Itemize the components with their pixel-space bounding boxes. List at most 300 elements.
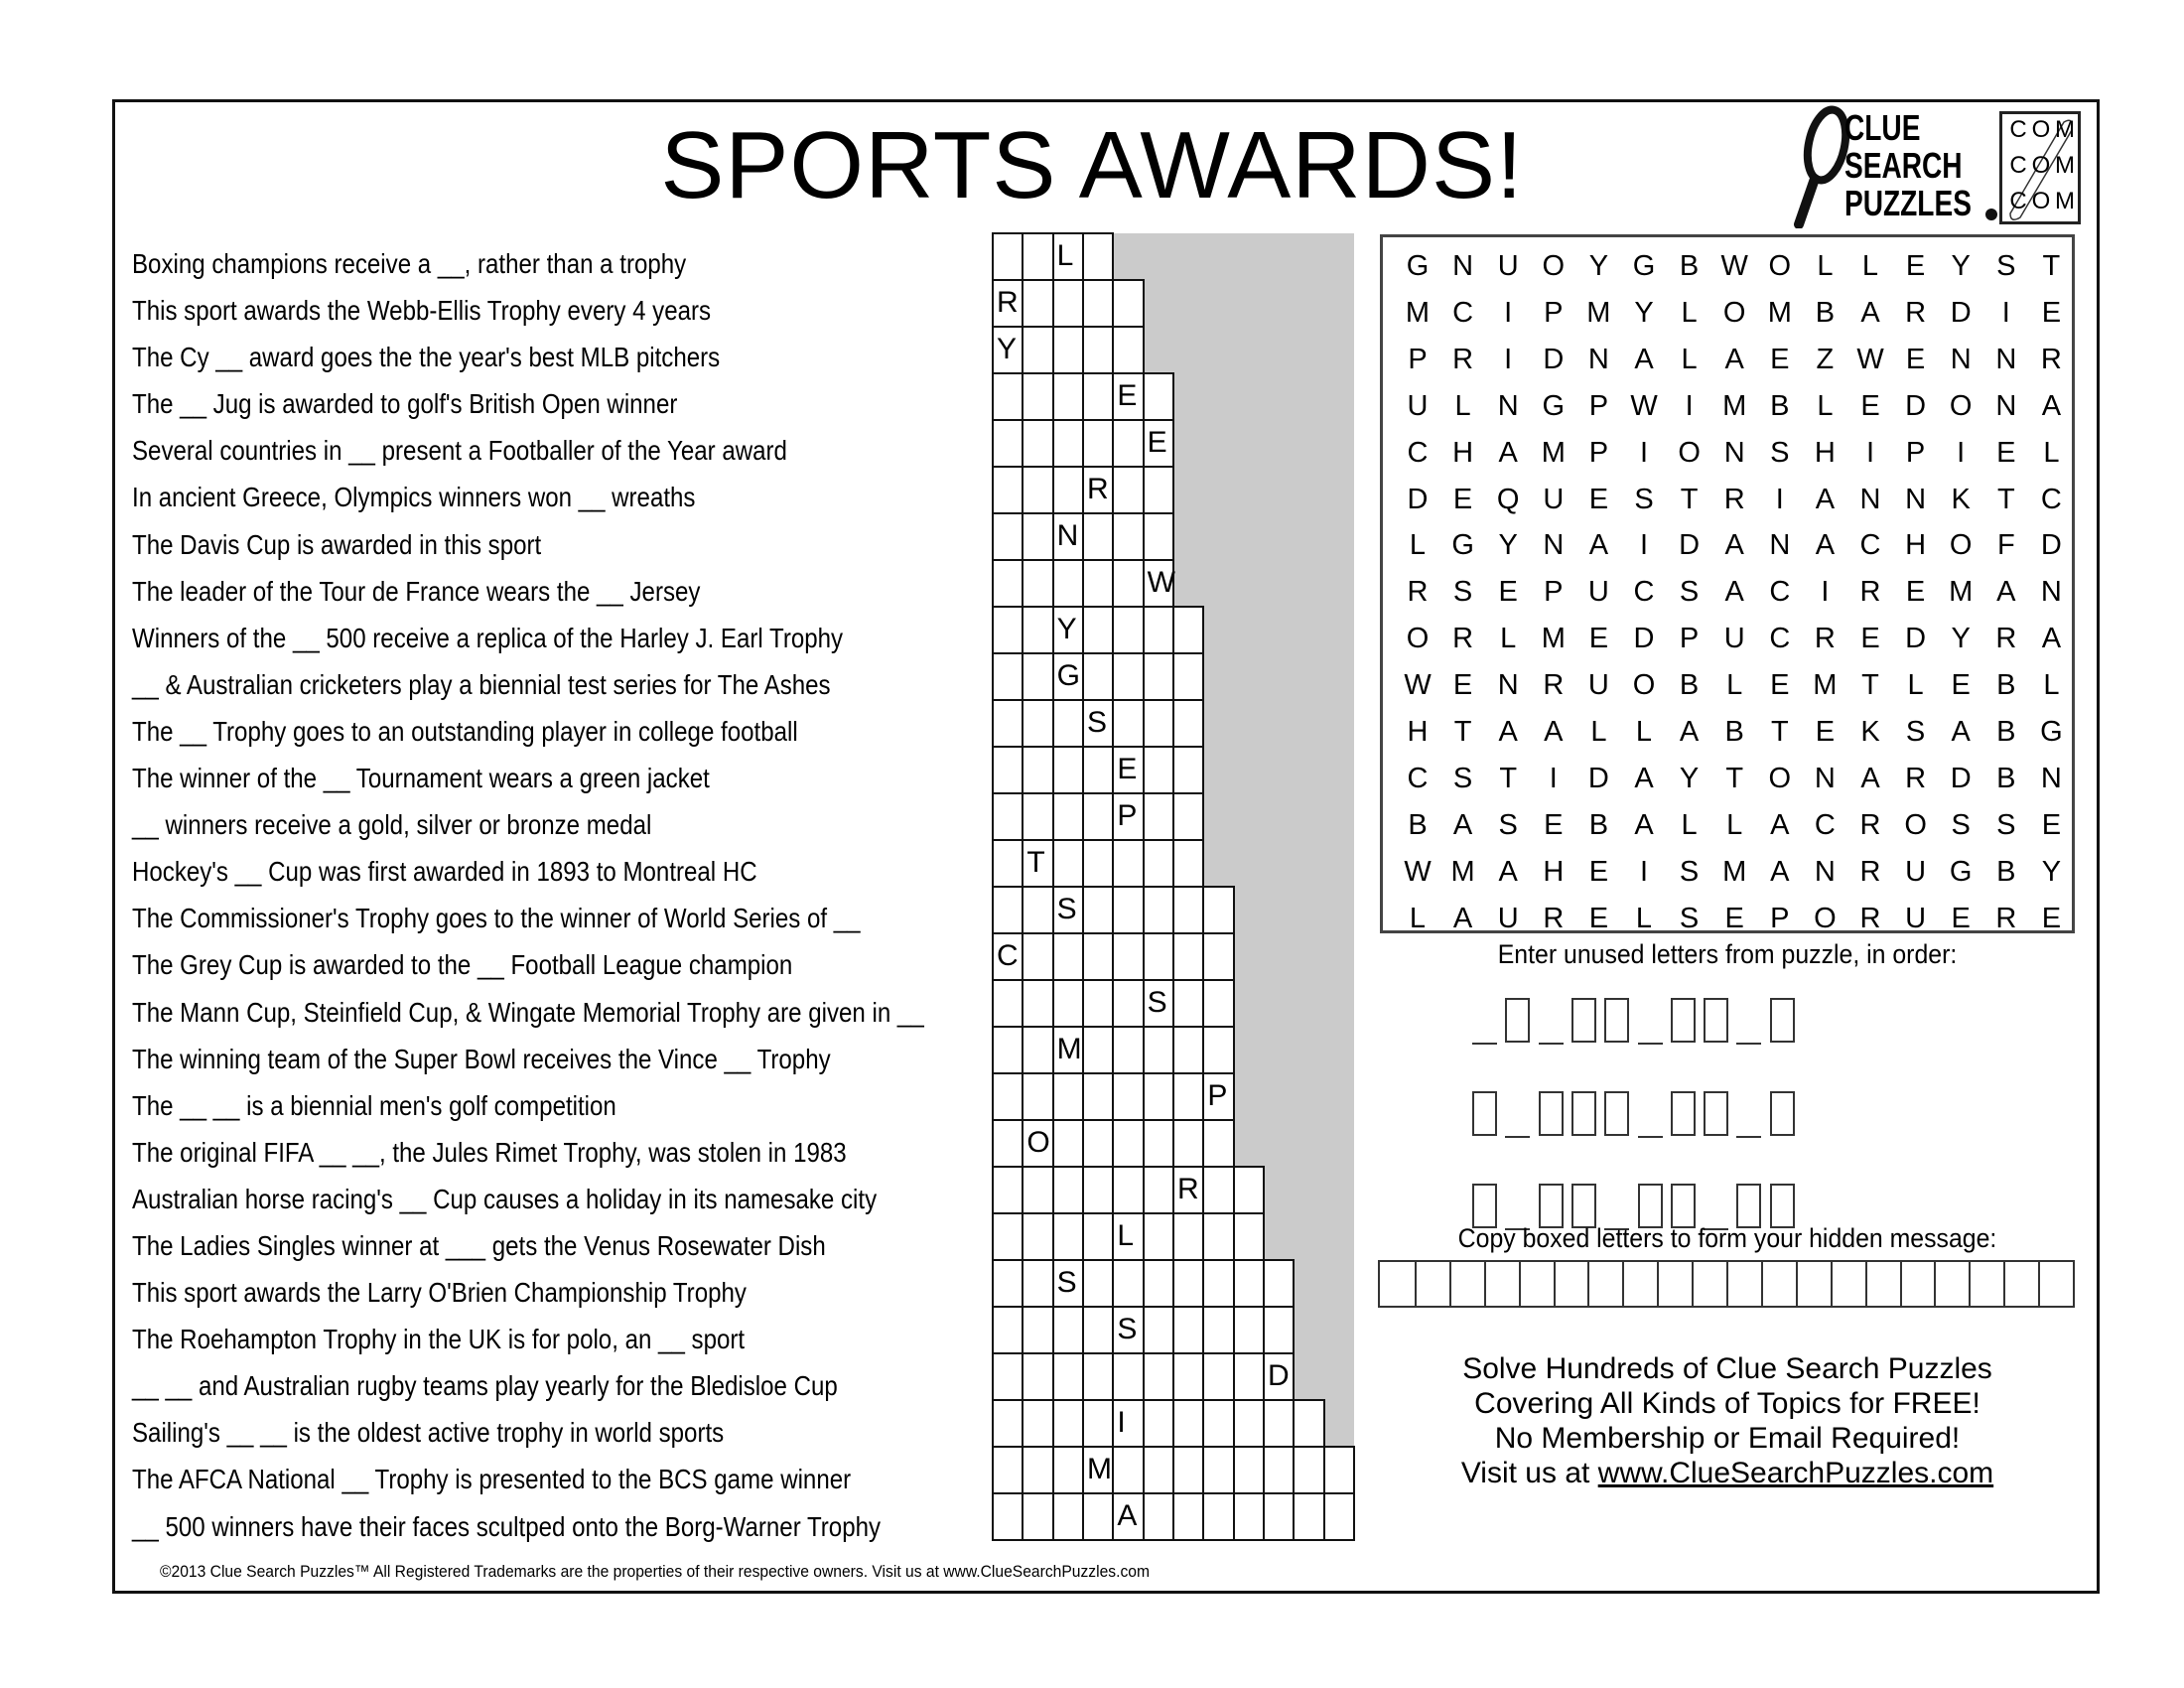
word-search-letter[interactable]: B	[1996, 762, 2016, 794]
answer-cell[interactable]	[1112, 326, 1144, 374]
answer-cell[interactable]	[1022, 1492, 1053, 1541]
answer-cell[interactable]: R	[1172, 1166, 1204, 1214]
word-search-letter[interactable]: E	[1452, 483, 1473, 515]
word-search-letter[interactable]: I	[2001, 296, 2010, 329]
word-search-letter[interactable]: D	[1587, 762, 1609, 794]
word-search-letter[interactable]: S	[1996, 808, 2016, 841]
word-search-letter[interactable]: O	[1632, 669, 1656, 702]
word-search-letter[interactable]: N	[2040, 762, 2062, 794]
boxed-letter-slot[interactable]	[1571, 1184, 1596, 1228]
word-search-letter[interactable]: A	[1452, 902, 1473, 934]
word-search-letter[interactable]: Q	[1496, 483, 1520, 515]
word-search-letter[interactable]: R	[2040, 343, 2062, 375]
answer-cell[interactable]	[992, 1306, 1024, 1354]
word-search-letter[interactable]: E	[1544, 808, 1564, 841]
word-search-letter[interactable]: Y	[2041, 855, 2062, 888]
answer-cell[interactable]	[1022, 372, 1053, 421]
answer-cell[interactable]	[1143, 699, 1174, 748]
boxed-letter-slot[interactable]	[1671, 998, 1696, 1043]
word-search-letter[interactable]: Y	[1951, 623, 1971, 655]
word-search-letter[interactable]: M	[1541, 623, 1566, 655]
word-search-letter[interactable]: C	[1407, 436, 1429, 469]
answer-cell[interactable]	[992, 1352, 1024, 1401]
word-search-letter[interactable]: E	[1905, 250, 1926, 282]
word-search-letter[interactable]: E	[1588, 855, 1609, 888]
word-search-letter[interactable]: R	[1452, 343, 1474, 375]
word-search-letter[interactable]: A	[1951, 716, 1971, 748]
word-search-letter[interactable]: I	[1504, 296, 1513, 329]
word-search-letter[interactable]: Y	[1679, 762, 1700, 794]
word-search-letter[interactable]: L	[1635, 716, 1653, 748]
word-search-letter[interactable]: N	[1452, 250, 1474, 282]
answer-cell[interactable]	[1082, 1399, 1114, 1448]
word-search-letter[interactable]: L	[1590, 716, 1607, 748]
word-search-letter[interactable]: E	[2041, 296, 2062, 329]
word-search-letter[interactable]: U	[1905, 855, 1927, 888]
answer-cell[interactable]	[1112, 699, 1144, 748]
answer-cell[interactable]	[1143, 1026, 1174, 1074]
word-search-letter[interactable]: A	[1860, 762, 1880, 794]
word-search-letter[interactable]: S	[1679, 902, 1700, 934]
answer-cell[interactable]	[1022, 1352, 1053, 1401]
word-search-letter[interactable]: P	[1544, 576, 1564, 609]
answer-cell[interactable]	[1082, 372, 1114, 421]
word-search-letter[interactable]: P	[1905, 436, 1926, 469]
answer-cell[interactable]	[1052, 699, 1084, 748]
answer-cell[interactable]: G	[1052, 652, 1084, 701]
word-search-letter[interactable]: E	[1588, 902, 1609, 934]
answer-cell[interactable]	[1293, 1399, 1324, 1448]
answer-cell[interactable]	[1172, 1306, 1204, 1354]
word-search-letter[interactable]: R	[1859, 902, 1881, 934]
answer-cell[interactable]	[1112, 1446, 1144, 1494]
answer-cell[interactable]	[1143, 466, 1174, 514]
boxed-letter-slot[interactable]	[1638, 1184, 1663, 1228]
answer-cell[interactable]	[1233, 1399, 1265, 1448]
word-search-letter[interactable]: L	[1454, 389, 1471, 422]
answer-cell[interactable]	[1143, 1492, 1174, 1541]
answer-cell[interactable]	[1022, 1166, 1053, 1214]
letter-slot[interactable]	[1472, 1043, 1497, 1045]
answer-cell[interactable]	[1112, 1352, 1144, 1401]
hidden-message-box[interactable]	[2038, 1262, 2075, 1306]
letter-slot[interactable]	[1505, 1136, 1530, 1138]
word-search-letter[interactable]: C	[2040, 483, 2062, 515]
word-search-letter[interactable]: C	[1633, 576, 1655, 609]
answer-cell[interactable]	[1082, 932, 1114, 981]
answer-cell[interactable]	[1022, 652, 1053, 701]
answer-cell[interactable]	[1143, 792, 1174, 841]
answer-cell[interactable]	[1052, 1446, 1084, 1494]
answer-cell[interactable]	[1052, 1072, 1084, 1121]
answer-cell[interactable]	[1082, 839, 1114, 888]
answer-cell[interactable]	[1022, 1259, 1053, 1308]
word-search-letter[interactable]: C	[1769, 623, 1791, 655]
answer-cell[interactable]	[1112, 279, 1144, 328]
answer-cell[interactable]	[992, 1492, 1024, 1541]
answer-cell[interactable]	[1172, 1072, 1204, 1121]
word-search-letter[interactable]: F	[1996, 529, 2015, 562]
answer-cell[interactable]	[1202, 1119, 1234, 1168]
word-search-letter[interactable]: T	[2042, 250, 2061, 282]
word-search-letter[interactable]: A	[1815, 529, 1836, 562]
word-search-letter[interactable]: L	[1409, 529, 1427, 562]
answer-cell[interactable]	[1022, 886, 1053, 934]
word-search-letter[interactable]: M	[1405, 296, 1431, 329]
word-search-letter[interactable]: M	[1722, 855, 1747, 888]
word-search-letter[interactable]: W	[1856, 343, 1884, 375]
letter-slot[interactable]	[1638, 1043, 1663, 1045]
answer-cell[interactable]	[1082, 886, 1114, 934]
answer-cell[interactable]	[1172, 699, 1204, 748]
word-search-letter[interactable]: O	[1768, 762, 1792, 794]
word-search-letter[interactable]: N	[1497, 389, 1519, 422]
answer-cell[interactable]	[1143, 606, 1174, 654]
word-search-letter[interactable]: C	[1859, 529, 1881, 562]
answer-cell[interactable]	[992, 466, 1024, 514]
answer-cell[interactable]	[1052, 1399, 1084, 1448]
word-search-letter[interactable]: E	[1905, 576, 1926, 609]
word-search-letter[interactable]: L	[1409, 902, 1427, 934]
answer-cell[interactable]	[1082, 1072, 1114, 1121]
word-search-letter[interactable]: U	[1587, 576, 1609, 609]
word-search-letter[interactable]: A	[1544, 716, 1564, 748]
answer-cell[interactable]	[1082, 1306, 1114, 1354]
answer-cell[interactable]	[1082, 419, 1114, 468]
letter-slot[interactable]	[1736, 1136, 1761, 1138]
answer-cell[interactable]	[1112, 979, 1144, 1028]
answer-cell[interactable]	[1143, 512, 1174, 561]
answer-cell[interactable]	[992, 1119, 1024, 1168]
answer-cell[interactable]	[1202, 1259, 1234, 1308]
answer-cell[interactable]	[992, 886, 1024, 934]
word-search-letter[interactable]: C	[1814, 808, 1836, 841]
answer-cell[interactable]	[1172, 652, 1204, 701]
answer-cell[interactable]: E	[1112, 372, 1144, 421]
boxed-letter-slot[interactable]	[1736, 1184, 1761, 1228]
word-search-letter[interactable]: E	[1996, 436, 2016, 469]
answer-cell[interactable]	[1052, 932, 1084, 981]
word-search-letter[interactable]: G	[1406, 250, 1430, 282]
answer-cell[interactable]	[1143, 839, 1174, 888]
word-search-letter[interactable]: B	[1679, 669, 1700, 702]
word-search-letter[interactable]: A	[1724, 529, 1744, 562]
answer-cell[interactable]	[1052, 419, 1084, 468]
word-search-letter[interactable]: O	[1406, 623, 1430, 655]
word-search-letter[interactable]: U	[1723, 623, 1745, 655]
word-search-letter[interactable]: W	[1404, 669, 1432, 702]
answer-cell[interactable]	[1143, 372, 1174, 421]
word-search-letter[interactable]: O	[1678, 436, 1701, 469]
word-search-letter[interactable]: L	[1681, 343, 1698, 375]
word-search-letter[interactable]: B	[1724, 716, 1744, 748]
answer-cell[interactable]	[1052, 746, 1084, 794]
answer-cell[interactable]	[1112, 419, 1144, 468]
word-search-letter[interactable]: Y	[1951, 250, 1971, 282]
word-search-letter[interactable]: U	[1905, 902, 1927, 934]
word-search-letter[interactable]: P	[1544, 296, 1564, 329]
answer-cell[interactable]	[1082, 326, 1114, 374]
boxed-letter-slot[interactable]	[1539, 1091, 1564, 1136]
answer-cell[interactable]	[1052, 326, 1084, 374]
word-search-letter[interactable]: I	[1639, 436, 1649, 469]
word-search-letter[interactable]: U	[1497, 902, 1519, 934]
word-search-letter[interactable]: I	[1865, 436, 1875, 469]
word-search-letter[interactable]: A	[1770, 855, 1790, 888]
word-search-letter[interactable]: L	[1907, 669, 1924, 702]
word-search-letter[interactable]: B	[1679, 250, 1700, 282]
word-search-letter[interactable]: N	[1814, 855, 1836, 888]
word-search-letter[interactable]: S	[1679, 576, 1700, 609]
answer-cell[interactable]	[1143, 652, 1174, 701]
word-search-letter[interactable]: P	[1408, 343, 1428, 375]
boxed-letter-slot[interactable]	[1505, 998, 1530, 1043]
answer-cell[interactable]	[992, 1399, 1024, 1448]
answer-cell[interactable]	[1112, 559, 1144, 608]
word-search-letter[interactable]: Y	[1634, 296, 1654, 329]
boxed-letter-slot[interactable]	[1671, 1184, 1696, 1228]
answer-cell[interactable]: C	[992, 932, 1024, 981]
word-search-letter[interactable]: B	[1588, 808, 1609, 841]
answer-cell[interactable]	[1172, 1026, 1204, 1074]
word-search-letter[interactable]: E	[1724, 902, 1744, 934]
answer-cell[interactable]	[1022, 1399, 1053, 1448]
hidden-message-box[interactable]	[1449, 1262, 1486, 1306]
word-search-letter[interactable]: B	[1408, 808, 1428, 841]
answer-cell[interactable]: T	[1022, 839, 1053, 888]
word-search-letter[interactable]: A	[2041, 389, 2062, 422]
answer-cell[interactable]	[1022, 606, 1053, 654]
answer-cell[interactable]	[992, 372, 1024, 421]
answer-cell[interactable]	[1263, 1492, 1295, 1541]
answer-cell[interactable]	[1233, 1306, 1265, 1354]
word-search-letter[interactable]: U	[1587, 669, 1609, 702]
word-search-letter[interactable]: N	[1995, 343, 2017, 375]
answer-cell[interactable]	[1202, 1026, 1234, 1074]
answer-cell[interactable]	[1052, 279, 1084, 328]
answer-cell[interactable]	[1143, 1119, 1174, 1168]
word-search-letter[interactable]: B	[1770, 389, 1790, 422]
answer-cell[interactable]	[1022, 419, 1053, 468]
word-search-letter[interactable]: T	[1996, 483, 2015, 515]
word-search-letter[interactable]: T	[1725, 762, 1744, 794]
answer-cell[interactable]	[1052, 559, 1084, 608]
answer-cell[interactable]	[1022, 1306, 1053, 1354]
answer-cell[interactable]	[992, 606, 1024, 654]
word-search-letter[interactable]: I	[1821, 576, 1830, 609]
answer-cell[interactable]	[1112, 512, 1144, 561]
hidden-message-box[interactable]	[1796, 1262, 1833, 1306]
word-search-letter[interactable]: M	[1586, 296, 1611, 329]
letter-slot[interactable]	[1736, 1043, 1761, 1045]
word-search-letter[interactable]: R	[1859, 576, 1881, 609]
word-search-letter[interactable]: W	[1720, 250, 1748, 282]
word-search-letter[interactable]: E	[1951, 669, 1971, 702]
hidden-message-box[interactable]	[2003, 1262, 2040, 1306]
word-search-letter[interactable]: M	[1767, 296, 1792, 329]
answer-cell[interactable]	[1112, 886, 1144, 934]
answer-cell[interactable]	[1263, 1399, 1295, 1448]
answer-cell[interactable]	[1082, 1259, 1114, 1308]
hidden-message-box[interactable]	[1900, 1262, 1937, 1306]
word-search-letter[interactable]: A	[1634, 762, 1654, 794]
word-search-letter[interactable]: E	[1860, 623, 1880, 655]
answer-cell[interactable]	[1082, 232, 1114, 281]
answer-cell[interactable]	[1202, 1166, 1234, 1214]
word-search-letter[interactable]: H	[1814, 436, 1836, 469]
word-search-letter[interactable]: W	[1404, 855, 1432, 888]
answer-cell[interactable]	[1022, 932, 1053, 981]
answer-cell[interactable]	[1082, 792, 1114, 841]
answer-cell[interactable]	[1022, 279, 1053, 328]
word-search-letter[interactable]: A	[1679, 716, 1700, 748]
word-search-letter[interactable]: M	[1450, 855, 1475, 888]
word-search-letter[interactable]: B	[1996, 669, 2016, 702]
answer-cell[interactable]	[1172, 932, 1204, 981]
word-search-letter[interactable]: N	[1497, 669, 1519, 702]
word-search-letter[interactable]: Y	[1498, 529, 1518, 562]
word-search-letter[interactable]: D	[1407, 483, 1429, 515]
boxed-letter-slot[interactable]	[1539, 1184, 1564, 1228]
answer-cell[interactable]	[1082, 1166, 1114, 1214]
word-search-letter[interactable]: R	[1859, 808, 1881, 841]
answer-cell[interactable]	[1082, 1119, 1114, 1168]
answer-cell[interactable]	[1052, 1492, 1084, 1541]
word-search-letter[interactable]: A	[2041, 623, 2062, 655]
hidden-message-box[interactable]	[1657, 1262, 1694, 1306]
answer-cell[interactable]	[992, 1446, 1024, 1494]
answer-cell[interactable]	[1202, 1306, 1234, 1354]
answer-cell[interactable]	[1112, 932, 1144, 981]
word-search-letter[interactable]: L	[1635, 902, 1653, 934]
word-search-letter[interactable]: D	[1633, 623, 1655, 655]
answer-cell[interactable]: D	[1263, 1352, 1295, 1401]
answer-cell[interactable]	[1082, 279, 1114, 328]
word-search-letter[interactable]: I	[1775, 483, 1784, 515]
answer-cell[interactable]	[992, 232, 1024, 281]
boxed-letter-slot[interactable]	[1770, 1184, 1795, 1228]
hidden-message-box[interactable]	[1726, 1262, 1763, 1306]
answer-cell[interactable]	[1172, 886, 1204, 934]
answer-cell[interactable]	[1143, 1166, 1174, 1214]
answer-cell[interactable]	[1112, 652, 1144, 701]
answer-cell[interactable]: L	[1112, 1212, 1144, 1261]
word-search-letter[interactable]: S	[1634, 483, 1654, 515]
answer-cell[interactable]	[1202, 1399, 1234, 1448]
answer-cell[interactable]	[992, 559, 1024, 608]
word-search-letter[interactable]: O	[1722, 296, 1746, 329]
answer-cell[interactable]: I	[1112, 1399, 1144, 1448]
answer-cell[interactable]	[992, 419, 1024, 468]
answer-cell[interactable]: L	[1052, 232, 1084, 281]
word-search-letter[interactable]: I	[1639, 855, 1649, 888]
answer-cell[interactable]	[1022, 746, 1053, 794]
boxed-letter-slot[interactable]	[1704, 998, 1728, 1043]
word-search-letter[interactable]: S	[1770, 436, 1790, 469]
word-search-letter[interactable]: I	[1685, 389, 1694, 422]
word-search-letter[interactable]: D	[1950, 762, 1972, 794]
word-search-letter[interactable]: M	[1722, 389, 1747, 422]
word-search-letter[interactable]: L	[1500, 623, 1517, 655]
word-search-letter[interactable]: P	[1588, 389, 1609, 422]
answer-cell[interactable]	[1323, 1446, 1355, 1494]
boxed-letter-slot[interactable]	[1604, 998, 1629, 1043]
answer-cell[interactable]	[992, 1166, 1024, 1214]
word-search-letter[interactable]: T	[1499, 762, 1518, 794]
answer-cell[interactable]: S	[1143, 979, 1174, 1028]
word-search-letter[interactable]: T	[1453, 716, 1472, 748]
word-search-letter[interactable]: R	[1543, 902, 1565, 934]
word-search-letter[interactable]: B	[1996, 855, 2016, 888]
word-search-letter[interactable]: N	[1859, 483, 1881, 515]
answer-cell[interactable]: P	[1202, 1072, 1234, 1121]
word-search-letter[interactable]: R	[1723, 483, 1745, 515]
answer-cell[interactable]	[992, 652, 1024, 701]
answer-cell[interactable]: Y	[992, 326, 1024, 374]
word-search-letter[interactable]: E	[1770, 343, 1790, 375]
word-search-letter[interactable]: A	[1452, 808, 1473, 841]
answer-cell[interactable]	[1052, 1166, 1084, 1214]
word-search-letter[interactable]: D	[1905, 389, 1927, 422]
word-search-letter[interactable]: S	[1951, 808, 1971, 841]
answer-cell[interactable]	[1263, 1306, 1295, 1354]
boxed-letter-slot[interactable]	[1571, 1091, 1596, 1136]
word-search-letter[interactable]: E	[2041, 808, 2062, 841]
answer-cell[interactable]	[1082, 512, 1114, 561]
answer-cell[interactable]	[1143, 886, 1174, 934]
answer-cell[interactable]	[1233, 1212, 1265, 1261]
word-search-letter[interactable]: L	[1726, 669, 1743, 702]
answer-cell[interactable]	[1143, 1399, 1174, 1448]
hidden-message-box[interactable]	[1519, 1262, 1556, 1306]
hidden-message-box[interactable]	[1831, 1262, 1867, 1306]
word-search-letter[interactable]: R	[1905, 762, 1927, 794]
word-search-letter[interactable]: L	[2043, 436, 2060, 469]
hidden-message-box[interactable]	[1934, 1262, 1971, 1306]
answer-cell[interactable]	[1172, 1259, 1204, 1308]
word-search-letter[interactable]: H	[1452, 436, 1474, 469]
word-search-letter[interactable]: L	[2043, 669, 2060, 702]
word-search-letter[interactable]: O	[1542, 250, 1566, 282]
answer-cell[interactable]: M	[1052, 1026, 1084, 1074]
answer-cell[interactable]: S	[1052, 1259, 1084, 1308]
answer-cell[interactable]	[1233, 1352, 1265, 1401]
answer-cell[interactable]	[1202, 1212, 1234, 1261]
hidden-message-box[interactable]	[1865, 1262, 1902, 1306]
word-search-letter[interactable]: E	[1588, 623, 1609, 655]
word-search-letter[interactable]: O	[1949, 389, 1973, 422]
word-search-letter[interactable]: A	[1588, 529, 1609, 562]
boxed-letter-slot[interactable]	[1671, 1091, 1696, 1136]
word-search-letter[interactable]: U	[1543, 483, 1565, 515]
answer-cell[interactable]	[1052, 839, 1084, 888]
boxed-letter-slot[interactable]	[1770, 1091, 1795, 1136]
answer-cell[interactable]: N	[1052, 512, 1084, 561]
answer-cell[interactable]	[1263, 1446, 1295, 1494]
answer-cell[interactable]: A	[1112, 1492, 1144, 1541]
word-search-letter[interactable]: I	[1504, 343, 1513, 375]
answer-cell[interactable]	[1112, 1259, 1144, 1308]
answer-cell[interactable]	[1263, 1259, 1295, 1308]
answer-cell[interactable]: Y	[1052, 606, 1084, 654]
answer-cell[interactable]	[1022, 232, 1053, 281]
answer-cell[interactable]: P	[1112, 792, 1144, 841]
word-search-letter[interactable]: H	[1407, 716, 1429, 748]
answer-cell[interactable]	[1233, 1446, 1265, 1494]
answer-cell[interactable]	[1112, 1026, 1144, 1074]
word-search-letter[interactable]: M	[1813, 669, 1838, 702]
word-search-letter[interactable]: D	[1679, 529, 1701, 562]
